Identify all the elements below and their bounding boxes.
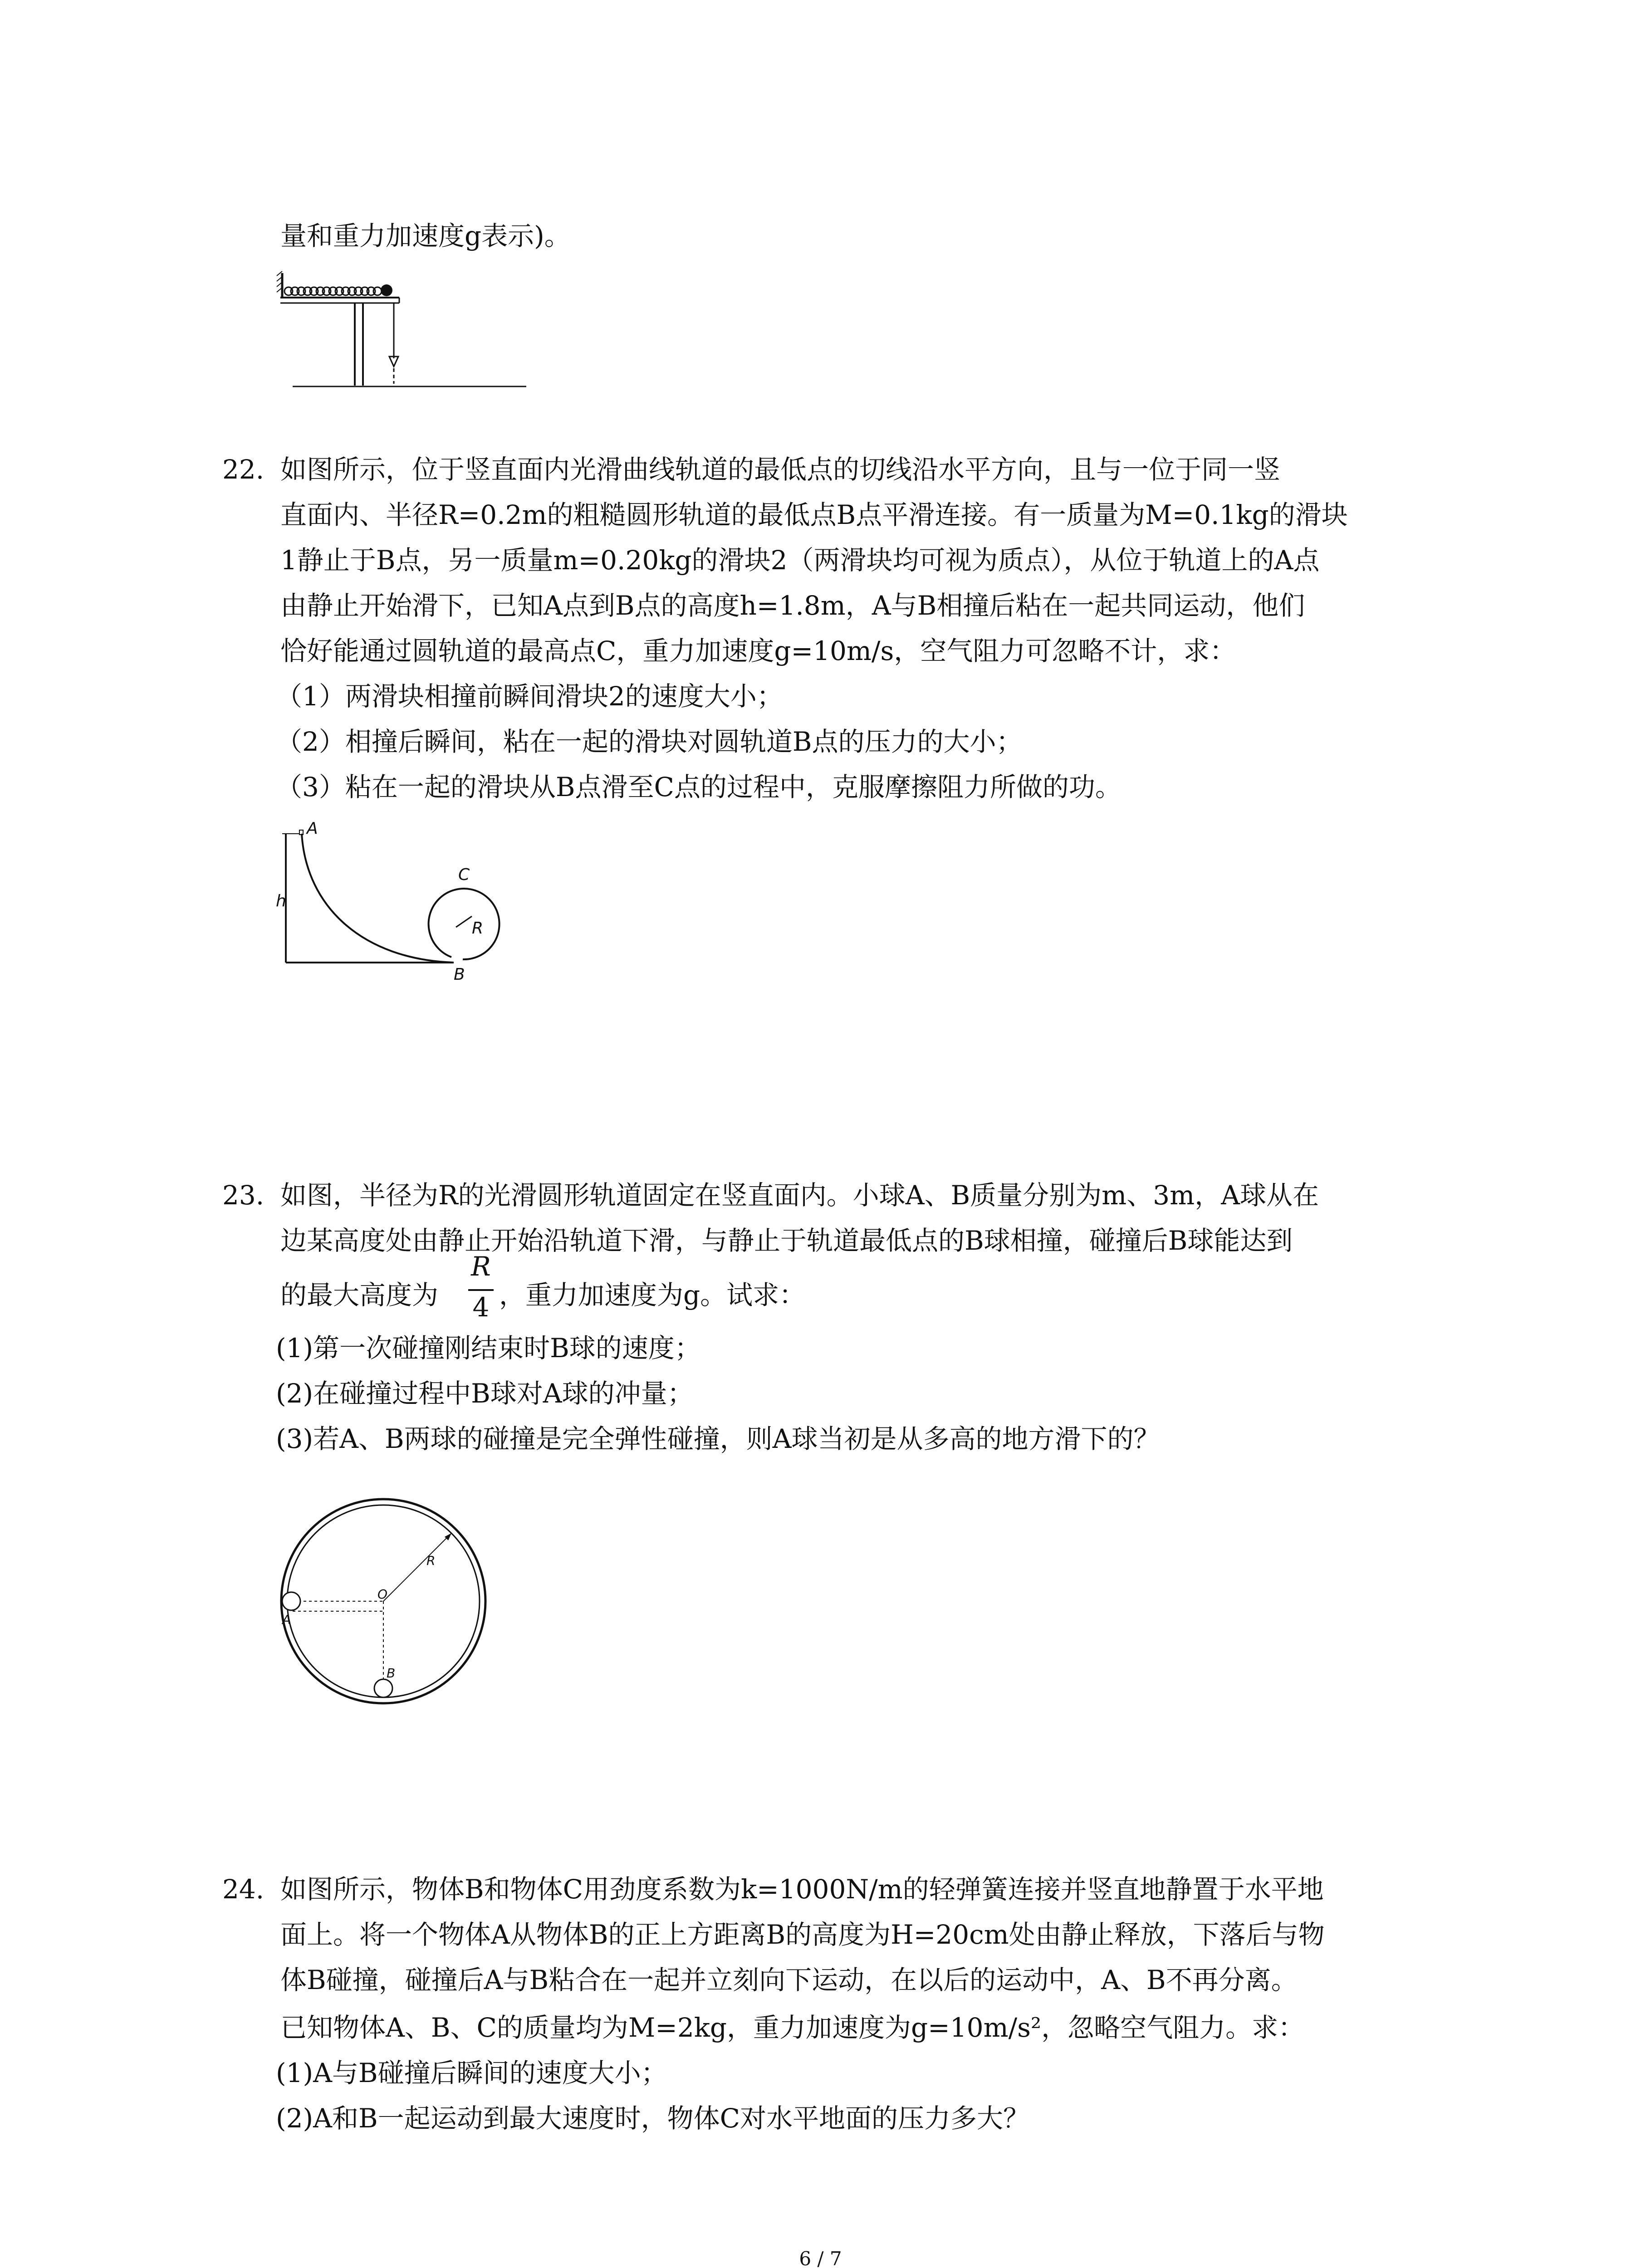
- q22-line-4: 由静止开始滑下，已知A点到B点的高度h=1.8m，A与B相撞后粘在一起共同运动，他们: [280, 590, 1305, 621]
- curved-track-figure: [272, 821, 526, 1002]
- q24-line-4: 已知物体A、B、C的质量均为M=2kg，重力加速度为g=10m/s²，忽略空气阻力。求：: [280, 2012, 1305, 2043]
- q24-line-3: 体B碰撞，碰撞后A与B粘合在一起并立刻向下运动，在以后的运动中，A、B不再分离。: [280, 1965, 1298, 1995]
- q24-sub-1: (1)A与B碰撞后瞬间的速度大小；: [276, 2058, 667, 2088]
- q22-line-3: 1静止于B点，另一质量m=0.20kg的滑块2（两滑块均可视为质点），从位于轨道上的A点: [280, 545, 1320, 576]
- height-label: h: [276, 892, 286, 910]
- q22-sub-1: （1）两滑块相撞前瞬间滑块2的速度大小；: [276, 681, 783, 712]
- q24-line-2: 面上。将一个物体A从物体B的正上方距离B的高度为H=20cm处由静止释放，下落后与物: [280, 1919, 1325, 1950]
- q22-line-2: 直面内、半径R=0.2m的粗糙圆形轨道的最低点B点平滑连接。有一质量为M=0.1kg的滑块: [280, 499, 1348, 530]
- intro-line: 量和重力加速度g表示)。: [280, 220, 571, 251]
- q22-line-5: 恰好能通过圆轨道的最高点C，重力加速度g=10m/s，空气阻力可忽略不计，求：: [280, 635, 1236, 666]
- q23-sub-3: (3)若A、B两球的碰撞是完全弹性碰撞，则A球当初是从多高的地方滑下的？: [276, 1423, 1160, 1454]
- ball-a-label: A: [282, 1612, 291, 1627]
- q23-line-1: 如图，半径为R的光滑圆形轨道固定在竖直面内。小球A、B质量分别为m、3m，A球从在: [280, 1180, 1319, 1211]
- q24-sub-2: (2)A和B一起运动到最大速度时，物体C对水平地面的压力多大？: [276, 2103, 1030, 2134]
- q23-line-2: 边某高度处由静止开始沿轨道下滑，与静止于轨道最低点的B球相撞，碰撞后B球能达到: [280, 1225, 1293, 1256]
- circular-track-figure: [272, 1497, 499, 1706]
- q22-sub-3: （3）粘在一起的滑块从B点滑至C点的过程中，克服摩擦阻力所做的功。: [276, 772, 1122, 802]
- radius-r-label: R: [426, 1553, 436, 1568]
- q23-sub-1: (1)第一次碰撞刚结束时B球的速度；: [276, 1333, 701, 1364]
- q24-line-1: 如图所示，物体B和物体C用劲度系数为k=1000N/m的轻弹簧连接并竖直地静置于水平地: [280, 1874, 1324, 1905]
- fraction-numerator: R: [471, 1251, 491, 1282]
- q23-line-3-before: 的最大高度为: [280, 1280, 439, 1310]
- center-o-label: O: [377, 1587, 388, 1602]
- fraction-denominator: 4: [472, 1292, 490, 1323]
- page-number: 6 / 7: [799, 2248, 842, 2268]
- point-c-label: C: [458, 865, 470, 884]
- q23-sub-2: (2)在碰撞过程中B球对A球的冲量；: [276, 1378, 694, 1409]
- q22-sub-2: （2）相撞后瞬间，粘在一起的滑块对圆轨道B点的压力的大小；: [276, 726, 1023, 757]
- fraction-bar: [468, 1289, 494, 1291]
- q22-number: 22.: [222, 454, 265, 485]
- q22-line-1: 如图所示，位于竖直面内光滑曲线轨道的最低点的切线沿水平方向，且与一位于同一竖: [280, 454, 1281, 485]
- q23-line-3-after: ，重力加速度为g。试求：: [499, 1280, 806, 1310]
- q24-number: 24.: [222, 1874, 265, 1905]
- q23-number: 23.: [222, 1180, 265, 1211]
- ball-b-label: B: [387, 1666, 396, 1681]
- radius-label: R: [472, 919, 484, 938]
- point-a-label: A: [307, 819, 318, 838]
- point-b-label: B: [454, 965, 465, 984]
- spring-table-figure: [272, 268, 544, 399]
